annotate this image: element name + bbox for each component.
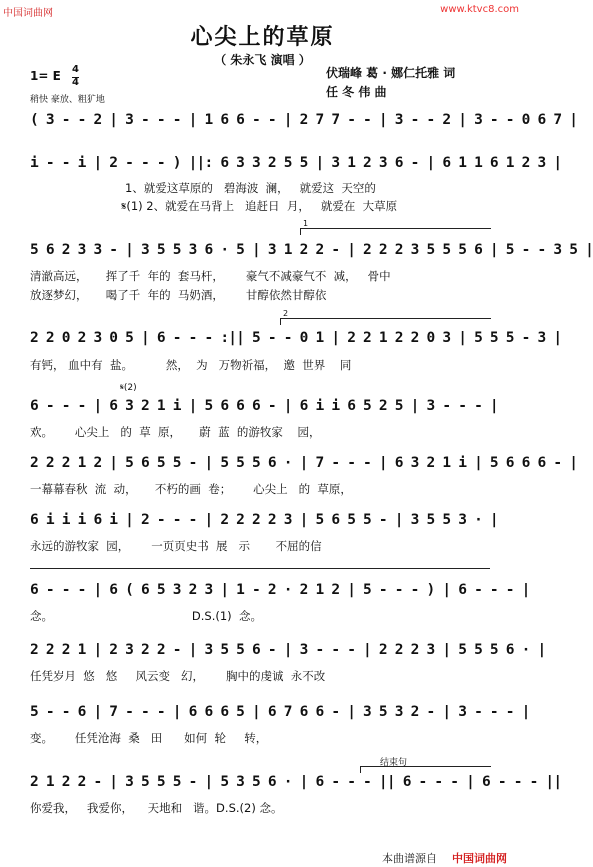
lyric-line: 念。 D.S.(1) 念。 <box>30 609 262 623</box>
ending-label: 结束句 <box>380 758 408 768</box>
dal-segno-mark: 𝄋(2) <box>120 383 137 393</box>
footer-site-link[interactable]: 中国词曲网 <box>452 852 507 865</box>
volta-bracket: 1 <box>300 228 491 235</box>
lyric-line: 永远的游牧家 园， 一页页史书 展 示 不屈的信 <box>30 539 322 553</box>
lyric-line: 你爱我， 我爱你， 天地和 谐。D.S.(2) 念。 <box>30 801 283 815</box>
volta-bracket: 2 <box>280 318 491 325</box>
notation-line: 2 2 0 2 3 0 5 | 6 - - - :|| 5 - - 0 1 | 2 2 1 2 2 0 3 | 5 5 5 - 3 | <box>30 330 562 346</box>
lyric-line: 欢。 心尖上 的 草 原， 蔚 蓝 的游牧家 园， <box>30 425 321 439</box>
lyric-line: 有钙， 血中有 盐。 然， 为 万物祈福， 邀 世界 同 <box>30 358 352 372</box>
lyric-line: 清澈高远， 挥了千 年的 套马杆， 豪气不减豪气不 减， 骨中 <box>30 269 391 283</box>
time-signature-bottom: 4 <box>72 77 79 88</box>
lyric-line: 任凭岁月 悠 悠 风云变 幻， 胸中的虔诚 永不改 <box>30 669 326 683</box>
song-title: 心尖上的草原 <box>190 24 335 50</box>
notation-line: 6 - - - | 6 ( 6 5 3 2 3 | 1 - 2 · 2 1 2 | 5 - - - ) | 6 - - - | <box>30 582 530 598</box>
time-signature-top: 4 <box>72 64 79 75</box>
lyric-line: 𝄋(1) 2、就爱在马背上 追赶日 月， 就爱在 大草原 <box>30 199 398 213</box>
watermark-left: 中国词曲网 <box>3 8 53 19</box>
notation-line: 5 - - 6 | 7 - - - | 6 6 6 5 | 6 7 6 6 - | 3 5 3 2 - | 3 - - - | <box>30 704 530 720</box>
performer-subtitle: （ 朱永飞 演唱 ） <box>214 53 311 67</box>
lyric-line: 1、就爱这草原的 碧海波 澜， 就爱这 天空的 <box>30 181 376 195</box>
notation-line: 2 1 2 2 - | 3 5 5 5 - | 5 3 5 6 · | 6 - - - || 6 - - - | 6 - - - || <box>30 774 562 790</box>
key-signature: 1= E <box>30 69 61 83</box>
notation-line: i - - i | 2 - - - ) ||: 6 3 3 2 5 5 | 3 1 2 3 6 - | 6 1 1 6 1 2 3 | <box>30 155 562 171</box>
notation-line: 2 2 2 1 2 | 5 6 5 5 - | 5 5 5 6 · | 7 - - - | 6 3 2 1 i | 5 6 6 6 - | <box>30 455 578 471</box>
lyric-line: 一幕幕春秋 流 动， 不朽的画 卷； 心尖上 的 草原， <box>30 482 352 496</box>
ending-bracket <box>360 766 491 773</box>
watermark-right: www.ktvc8.com <box>440 4 519 15</box>
notation-line: 5 6 2 3 3 - | 3 5 5 3 6 · 5 | 3 1 2 2 - | 2 2 2 3 5 5 5 6 | 5 - - 3 5 | <box>30 242 593 258</box>
footer-source-label: 本曲谱源自 <box>382 852 437 865</box>
composer-credit: 任 冬 伟 曲 <box>326 85 387 99</box>
tempo-marking: 稍快 豪放、粗犷地 <box>30 95 105 105</box>
notation-line: 6 - - - | 6 3 2 1 i | 5 6 6 6 - | 6 i i 6 5 2 5 | 3 - - - | <box>30 398 498 414</box>
notation-line: 2 2 2 1 | 2 3 2 2 - | 3 5 5 6 - | 3 - - - | 2 2 2 3 | 5 5 5 6 · | <box>30 642 546 658</box>
notation-line: ( 3 - - 2 | 3 - - - | 1 6 6 - - | 2 7 7 - - | 3 - - 2 | 3 - - 0 6 7 | <box>30 112 578 128</box>
lyric-line: 放逐梦幻， 喝了千 年的 马奶酒， 甘醇依然甘醇依 <box>30 288 327 302</box>
grouping-bracket <box>30 568 490 575</box>
lyricist-credit: 伏瑞峰 葛 · 娜仁托雅 词 <box>326 66 456 80</box>
notation-line: 6 i i i 6 i | 2 - - - | 2 2 2 2 3 | 5 6 5 5 - | 3 5 5 3 · | <box>30 512 498 528</box>
lyric-line: 变。 任凭沧海 桑 田 如何 轮 转， <box>30 731 268 745</box>
